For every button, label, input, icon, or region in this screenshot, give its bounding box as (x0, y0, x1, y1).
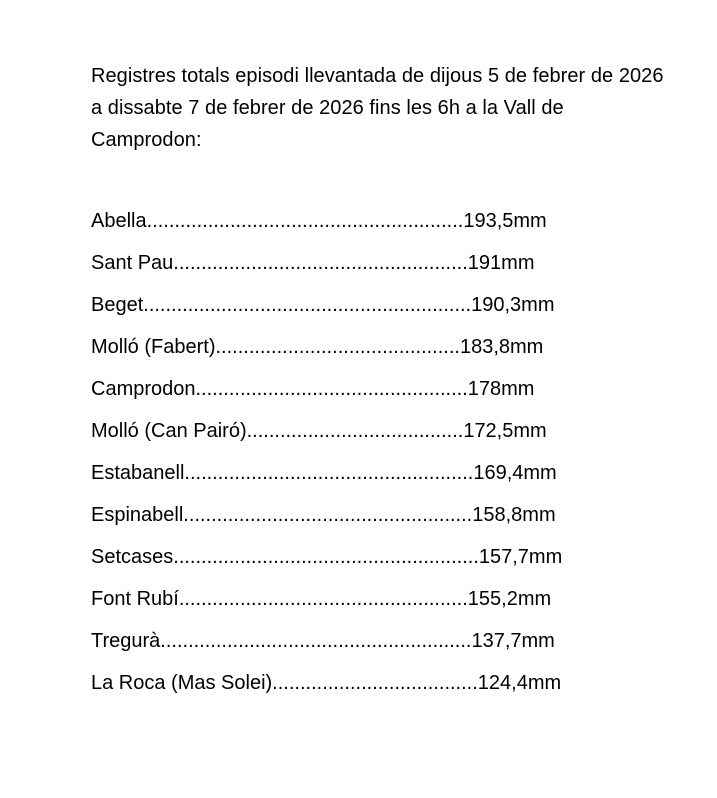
record-estabanell: Estabanell....................................................169,4mm (91, 462, 557, 484)
record-la-roca-mas-solei: La Roca (Mas Solei).....................................124,4mm (91, 672, 562, 694)
record-setcases: Setcases.......................................................157,7mm (91, 546, 563, 568)
rainfall-records-list (91, 200, 562, 704)
record-font-rubi: Font Rubí....................................................155,2mm (91, 588, 552, 610)
intro-paragraph: Registres totals episodi llevantada de dijous 5 de febrer de 2026 a dissabte 7 de febrer de 2026 fins les 6h a la Vall de Camprodon: (91, 65, 664, 151)
record-abella: Abella.........................................................193,5mm (91, 210, 547, 232)
record-tregura: Tregurà........................................................137,7mm (91, 630, 555, 652)
record-espinabell: Espinabell....................................................158,8mm (91, 504, 556, 526)
record-mollo-can-pairo: Molló (Can Pairó).......................................172,5mm (91, 420, 547, 442)
record-beget: Beget...........................................................190,3mm (91, 294, 555, 316)
record-sant-pau: Sant Pau.....................................................191mm (91, 252, 535, 274)
record-mollo-fabert: Molló (Fabert)............................................183,8mm (91, 336, 544, 358)
record-camprodon: Camprodon.................................................178mm (91, 378, 535, 400)
